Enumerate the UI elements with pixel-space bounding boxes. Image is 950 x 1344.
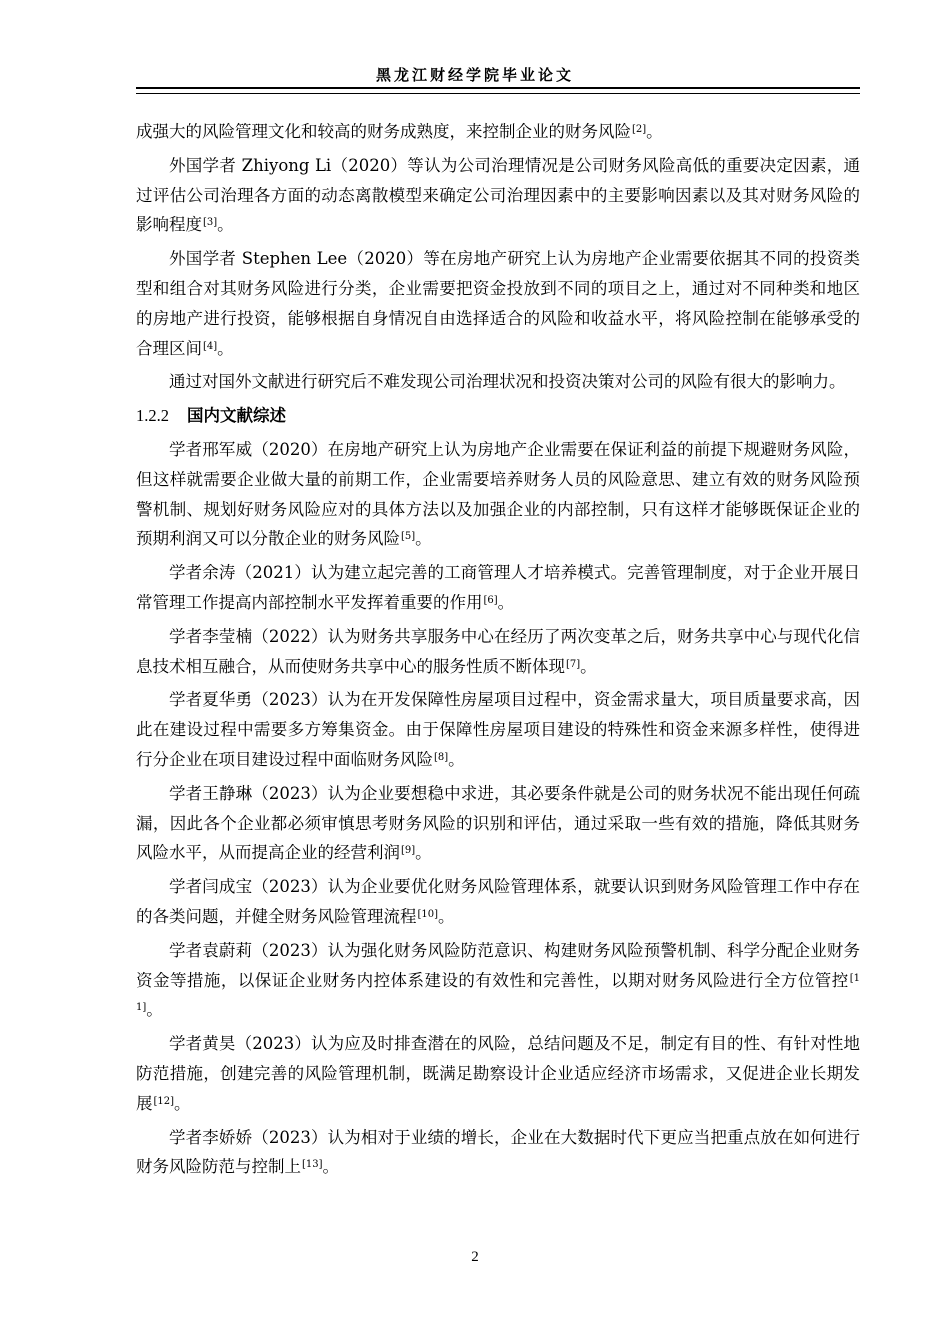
paragraph-text: 外国学者 Zhiyong Li（2020）等认为公司治理情况是公司财务风险高低的重要决定因素，通过评估公司治理各方面的动态离散模型来确定公司治理因素中的主要影响因素以及其对财务风险的影响程度 [136, 155, 860, 235]
header-rule-thin [136, 93, 860, 94]
paragraph-end-punctuation: 。 [448, 749, 465, 769]
body-paragraph [136, 1029, 860, 1118]
paragraph-text: 学者黄昊（2023）认为应及时排查潜在的风险，总结问题及不足，制定有目的性、有针对性地防范措施，创建完善的风险管理机制，既满足勘察设计企业适应经济市场需求，又促进企业长期发展 [136, 1034, 860, 1113]
paragraph-end-punctuation: 。 [415, 843, 432, 863]
body-paragraph [136, 1123, 860, 1183]
body-paragraph [136, 244, 860, 363]
paragraph-text: 学者余涛（2021）认为建立起完善的工商管理人才培养模式。完善管理制度，对于企业开展日常管理工作提高内部控制水平发挥着重要的作用 [136, 563, 860, 612]
citation-ref: [4] [203, 340, 218, 352]
paragraph-end-punctuation: 。 [217, 215, 234, 235]
paragraph-text: 学者夏华勇（2023）认为在开发保障性房屋项目过程中，资金需求量大，项目质量要求高，因此在建设过程中需要多方筹集资金。由于保障性房屋项目建设的特殊性和资金来源多样性，使得进行分企业在项目建设过程中面临财务风险 [136, 690, 860, 769]
section-heading [136, 401, 860, 431]
citation-ref: [5] [401, 531, 416, 543]
citation-ref: [13] [302, 1159, 323, 1171]
foreign-literature-paragraphs [136, 117, 860, 397]
citation-ref: [7] [566, 658, 581, 670]
citation-ref: [3] [203, 217, 218, 229]
body-paragraph [136, 779, 860, 868]
citation-ref: [2] [632, 124, 647, 135]
paragraph-end-punctuation: 。 [646, 122, 663, 141]
paragraph-text: 学者李娇娇（2023）认为相对于业绩的增长，企业在大数据时代下更应当把重点放在如何进行财务风险防范与控制上 [136, 1127, 860, 1177]
section-number: 1.2.2 [136, 406, 169, 426]
paragraph-end-punctuation: 。 [580, 656, 597, 676]
paragraph-text: 外国学者 Stephen Lee（2020）等在房地产研究上认为房地产企业需要依据其不同的投资类型和组合对其财务风险进行分类，企业需要把资金投放到不同的项目之上，通过对不同种类和地区的房地产进行投资，能够根据自身情况自由选择适合的风险和收益水平，将风险控制在能够承受的合理区间 [136, 249, 860, 358]
citation-ref: [12] [153, 1095, 175, 1107]
paragraph-text: 学者袁蔚莉（2023）认为强化财务风险防范意识、构建财务风险预警机制、科学分配企业财务资金等措施，以保证企业财务内控体系建设的有效性和完善性，以期对财务风险进行全方位管控 [136, 940, 860, 990]
body-paragraph [136, 367, 860, 397]
paragraph-end-punctuation: 。 [174, 1093, 191, 1113]
body-paragraph [136, 936, 860, 1025]
body-paragraph [136, 872, 860, 932]
body-paragraph [136, 117, 860, 147]
body-paragraph [136, 685, 860, 774]
paragraph-text: 学者王静琳（2023）认为企业要想稳中求进，其必要条件就是公司的财务状况不能出现任何疏漏，因此各个企业都必须审慎思考财务风险的识别和评估，通过采取一些有效的措施，降低其财务风险水平，从而提高企业的经营利润 [136, 783, 860, 863]
paragraph-end-punctuation: 。 [438, 906, 455, 926]
section-title: 国内文献综述 [187, 406, 286, 426]
header-rule-thick [136, 87, 860, 89]
paragraph-end-punctuation: 。 [217, 338, 234, 358]
paragraph-text: 通过对国外文献进行研究后不难发现公司治理状况和投资决策对公司的风险有很大的影响力。 [169, 372, 846, 392]
paragraph-text: 学者邢军威（2020）在房地产研究上认为房地产企业需要在保证利益的前提下规避财务风险，但这样就需要企业做大量的前期工作，企业需要培养财务人员的风险意思、建立有效的财务风险预警机制、规划好财务风险应对的具体方法以及加强企业的内部控制，只有这样才能够既保证企业的预期利润又可以分散企业的财务风险 [136, 439, 860, 549]
paragraph-end-punctuation: 。 [146, 1000, 163, 1020]
paragraph-end-punctuation: 。 [497, 592, 515, 612]
body-paragraph [136, 622, 860, 682]
citation-ref: [6] [483, 594, 498, 606]
paragraph-end-punctuation: 。 [322, 1157, 340, 1177]
citation-ref: [9] [401, 845, 416, 857]
paragraph-text: 学者李莹楠（2022）认为财务共享服务中心在经历了两次变革之后，财务共享中心与现代化信息技术相互融合，从而使财务共享中心的服务性质不断体现 [136, 626, 860, 676]
paragraph-text: 学者闫成宝（2023）认为企业要优化财务风险管理体系，就要认识到财务风险管理工作中存在的各类问题，并健全财务风险管理流程 [136, 877, 860, 926]
citation-ref: [8] [434, 751, 449, 763]
document-header: 黑龙江财经学院毕业论文 [375, 66, 574, 84]
paragraph-text: 成强大的风险管理文化和较高的财务成熟度，来控制企业的财务风险 [136, 122, 631, 141]
citation-ref: [10] [417, 908, 439, 920]
body-paragraph [136, 435, 860, 554]
page-number: 2 [471, 1249, 479, 1265]
domestic-literature-paragraphs [136, 435, 860, 1182]
paragraph-end-punctuation: 。 [415, 529, 432, 549]
page-body [136, 117, 860, 1186]
body-paragraph [136, 558, 860, 618]
body-paragraph [136, 151, 860, 240]
citation-ref: [11] [136, 972, 860, 1014]
